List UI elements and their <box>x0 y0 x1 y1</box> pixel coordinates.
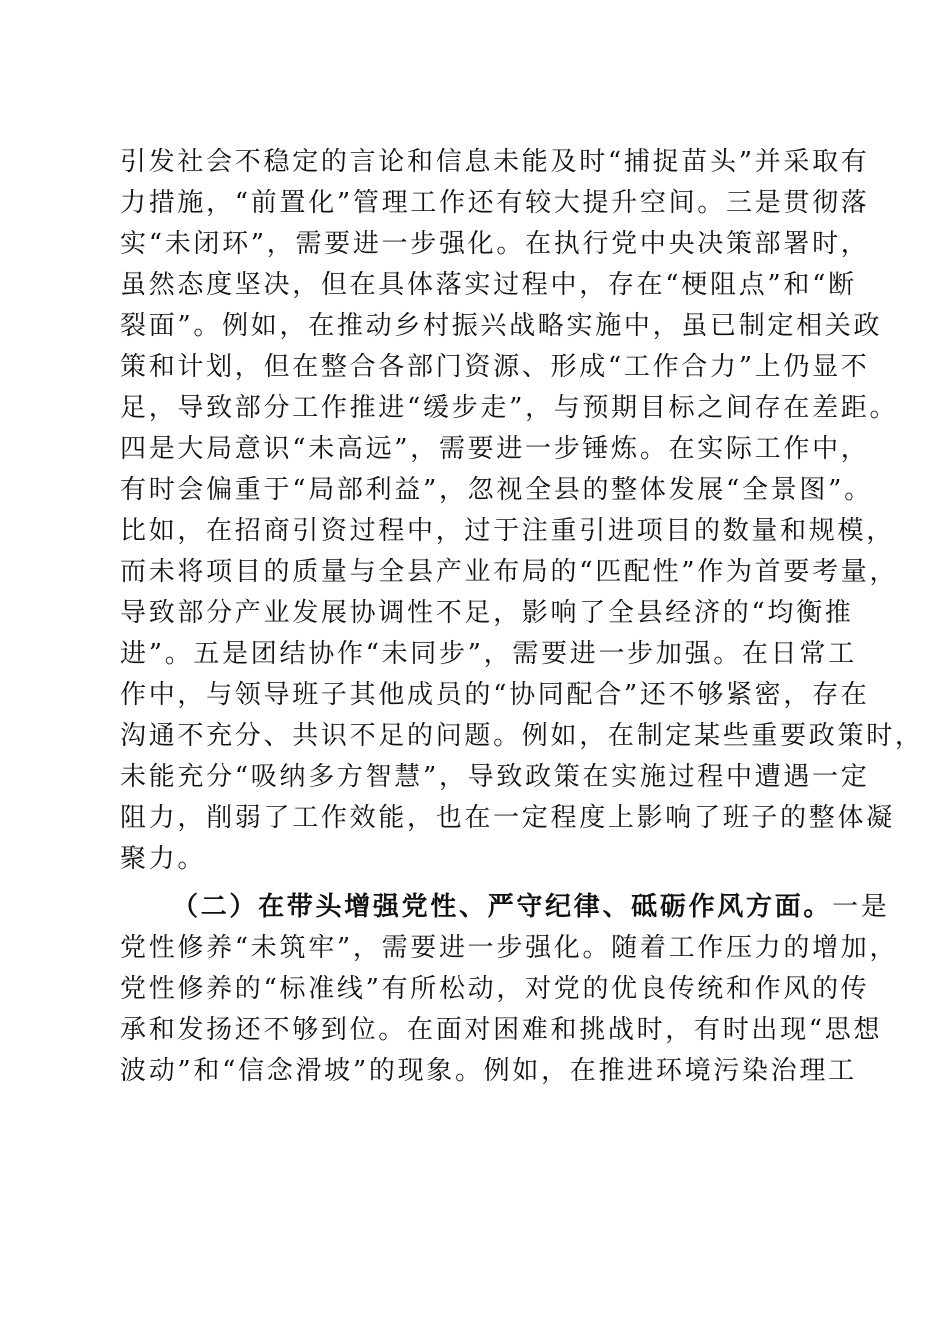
paragraph-line: 沟通不充分、共识不足的问题。例如，在制定某些重要政策时， <box>120 721 924 751</box>
paragraph-line: 虽然态度坚决，但在具体落实过程中，存在“梗阻点”和“断 <box>120 270 857 300</box>
paragraph-line: 聚力。 <box>120 844 207 874</box>
paragraph-line: 党性修养的“标准线”有所松动，对党的优良传统和作风的传 <box>120 974 870 1004</box>
paragraph-line: 裂面”。例如，在推动乡村振兴战略实施中，虽已制定相关政 <box>120 311 883 341</box>
section-heading: （二）在带头增强党性、严守纪律、砥砺作风方面。 <box>172 892 833 922</box>
paragraph-line: 进”。五是团结协作“未同步”，需要进一步加强。在日常工 <box>120 639 857 669</box>
paragraph-line: 力措施，“前置化”管理工作还有较大提升空间。三是贯彻落 <box>120 188 870 218</box>
paragraph-line: 策和计划，但在整合各部门资源、形成“工作合力”上仍显不 <box>120 352 870 382</box>
paragraph-line: 导致部分产业发展协调性不足，影响了全县经济的“均衡推 <box>120 598 854 628</box>
paragraph-line: 党性修养“未筑牢”，需要进一步强化。随着工作压力的增加， <box>120 933 899 963</box>
body-text <box>120 142 924 1092</box>
paragraph-line: 阻力，削弱了工作效能，也在一定程度上影响了班子的整体凝 <box>120 803 895 833</box>
section-heading-continuation: 一是 <box>832 892 890 922</box>
paragraph-line: 实“未闭环”，需要进一步强化。在执行党中央决策部署时， <box>120 229 870 259</box>
paragraph-line: 四是大局意识“未高远”，需要进一步锤炼。在实际工作中， <box>120 434 870 464</box>
paragraph-line: 有时会偏重于“局部利益”，忽视全县的整体发展“全景图”。 <box>120 475 873 505</box>
paragraph-line: 引发社会不稳定的言论和信息未能及时“捕捉苗头”并采取有 <box>120 147 870 177</box>
section-heading-line <box>120 887 890 928</box>
paragraph-line: 波动”和“信念滑坡”的现象。例如，在推进环境污染治理工 <box>120 1056 857 1086</box>
paragraph-line: 而未将项目的质量与全县产业布局的“匹配性”作为首要考量， <box>120 557 899 587</box>
paragraph-line: 比如，在招商引资过程中，过于注重引进项目的数量和规模， <box>120 516 895 546</box>
paragraph-line: 作中，与领导班子其他成员的“协同配合”还不够紧密，存在 <box>120 680 870 710</box>
paragraph-line: 足，导致部分工作推进“缓步走”，与预期目标之间存在差距。 <box>120 393 899 423</box>
paragraph-line: 未能充分“吸纳多方智慧”，导致政策在实施过程中遭遇一定 <box>120 762 870 792</box>
paragraph-line: 承和发扬还不够到位。在面对困难和挑战时，有时出现“思想 <box>120 1015 883 1045</box>
